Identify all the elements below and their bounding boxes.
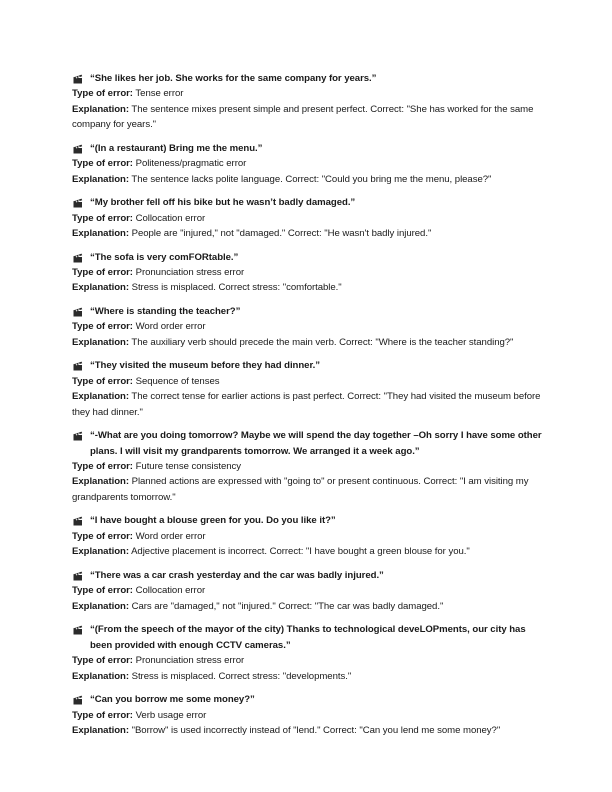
error-type-value: Verb usage error (135, 709, 207, 721)
error-type-label: Type of error: (72, 375, 133, 387)
explanation-label: Explanation: (72, 103, 129, 115)
example-sentence: “(From the speech of the mayor of the city) Thanks to technological deveLOPments, our city has been provided with enough CCTV cameras.” (90, 624, 526, 651)
explanation-line (72, 474, 546, 505)
example-sentence-line (72, 195, 546, 210)
explanation-text: People are "injured," not "damaged." Correct: "He wasn't badly injured." (131, 228, 432, 240)
explanation-line (72, 389, 546, 420)
error-type-value: Pronunciation stress error (135, 267, 245, 279)
clapperboard-icon (73, 695, 83, 705)
clapperboard-icon (73, 625, 83, 635)
clapperboard-icon (73, 431, 83, 441)
clapperboard-icon (73, 571, 83, 581)
error-type-value: Politeness/pragmatic error (135, 158, 247, 170)
explanation-line (72, 226, 546, 241)
error-entry (72, 250, 546, 296)
explanation-text: The correct tense for earlier actions is past perfect. Correct: "They had visited the museum before they had dinner." (72, 391, 541, 418)
explanation-text: Planned actions are expressed with "going to" or present continuous. Correct: "I am visiting my grandparents tomorrow." (72, 476, 529, 503)
example-sentence: “They visited the museum before they had dinner.” (90, 360, 320, 372)
error-type-value: Tense error (135, 88, 184, 100)
clapperboard-icon (73, 253, 83, 263)
error-type-line (72, 459, 546, 474)
error-type-label: Type of error: (72, 267, 133, 279)
error-type-label: Type of error: (72, 585, 133, 597)
example-sentence-line (72, 71, 546, 86)
explanation-label: Explanation: (72, 282, 129, 294)
clapperboard-icon (73, 361, 83, 371)
example-sentence-line (72, 358, 546, 373)
error-type-value: Pronunciation stress error (135, 655, 245, 667)
error-type-line (72, 653, 546, 668)
error-type-label: Type of error: (72, 321, 133, 333)
error-type-value: Collocation error (135, 585, 206, 597)
example-sentence: “The sofa is very comFORtable.” (90, 251, 239, 263)
error-entry (72, 513, 546, 559)
error-type-line (72, 319, 546, 334)
example-sentence-line (72, 692, 546, 707)
error-type-line (72, 583, 546, 598)
explanation-label: Explanation: (72, 173, 129, 185)
explanation-text: Cars are "damaged," not "injured." Correct: "The car was badly damaged." (131, 600, 444, 612)
example-sentence-line (72, 250, 546, 265)
example-sentence: “There was a car crash yesterday and the car was badly injured.” (90, 569, 384, 581)
explanation-text: Stress is misplaced. Correct stress: "comfortable." (131, 282, 342, 294)
explanation-text: The sentence lacks polite language. Correct: "Could you bring me the menu, please?" (131, 173, 492, 185)
explanation-label: Explanation: (72, 476, 129, 488)
error-type-line (72, 86, 546, 101)
error-entry (72, 428, 546, 505)
error-entry (72, 692, 546, 738)
error-entry-list (72, 71, 546, 738)
explanation-label: Explanation: (72, 724, 129, 736)
explanation-line (72, 544, 546, 559)
example-sentence: “She likes her job. She works for the same company for years.” (90, 73, 377, 84)
example-sentence: “Where is standing the teacher?” (90, 306, 241, 318)
error-type-value: Sequence of tenses (135, 375, 220, 387)
error-type-line (72, 708, 546, 723)
error-type-value: Word order error (135, 321, 206, 333)
explanation-text: The sentence mixes present simple and present perfect. Correct: "She has worked for the same company for years." (72, 103, 534, 131)
explanation-label: Explanation: (72, 670, 129, 682)
explanation-label: Explanation: (72, 546, 129, 558)
explanation-label: Explanation: (72, 600, 129, 612)
error-type-line (72, 211, 546, 226)
explanation-line (72, 102, 546, 133)
example-sentence: “I have bought a blouse green for you. Do you like it?” (90, 515, 336, 527)
clapperboard-icon (73, 307, 83, 317)
example-sentence: “Can you borrow me some money?” (90, 694, 255, 706)
example-sentence: “-What are you doing tomorrow? Maybe we will spend the day together –Oh sorry I have some other plans. I will visit my grandparents tomorrow. We arranged it a week ago.” (90, 430, 542, 457)
explanation-line (72, 335, 546, 350)
example-sentence-line (72, 622, 546, 653)
error-type-label: Type of error: (72, 709, 133, 721)
explanation-text: Adjective placement is incorrect. Correct: "I have bought a green blouse for you." (131, 546, 470, 558)
example-sentence-line (72, 568, 546, 583)
explanation-text: The auxiliary verb should precede the main verb. Correct: "Where is the teacher standing?" (131, 336, 514, 348)
clapperboard-icon (73, 516, 83, 526)
error-type-label: Type of error: (72, 158, 133, 170)
error-type-label: Type of error: (72, 88, 133, 100)
clapperboard-icon (73, 74, 83, 84)
error-type-line (72, 374, 546, 389)
error-type-value: Word order error (135, 530, 206, 542)
error-type-value: Future tense consistency (135, 461, 242, 473)
explanation-text: Stress is misplaced. Correct stress: "developments." (131, 670, 352, 682)
example-sentence-line (72, 428, 546, 459)
error-entry (72, 358, 546, 420)
error-type-line (72, 529, 546, 544)
explanation-label: Explanation: (72, 228, 129, 240)
example-sentence: “My brother fell off his bike but he wasn’t badly damaged.” (90, 197, 356, 209)
error-type-value: Collocation error (135, 212, 206, 224)
explanation-line (72, 669, 546, 684)
example-sentence-line (72, 513, 546, 528)
clapperboard-icon (73, 198, 83, 208)
error-type-label: Type of error: (72, 212, 133, 224)
explanation-line (72, 599, 546, 614)
explanation-line (72, 172, 546, 187)
error-entry (72, 141, 546, 187)
example-sentence-line (72, 141, 546, 156)
error-entry (72, 568, 546, 614)
error-type-line (72, 156, 546, 171)
example-sentence-line (72, 304, 546, 319)
error-entry (72, 622, 546, 684)
error-type-label: Type of error: (72, 530, 133, 542)
example-sentence: “(In a restaurant) Bring me the menu.” (90, 142, 263, 154)
explanation-line (72, 280, 546, 295)
error-entry (72, 195, 546, 241)
error-entry (72, 71, 546, 133)
explanation-label: Explanation: (72, 391, 129, 403)
error-entry (72, 304, 546, 350)
explanation-line (72, 723, 546, 738)
clapperboard-icon (73, 144, 83, 154)
explanation-text: "Borrow" is used incorrectly instead of "lend." Correct: "Can you lend me some money?" (131, 724, 501, 736)
explanation-label: Explanation: (72, 336, 129, 348)
error-type-label: Type of error: (72, 461, 133, 473)
error-type-line (72, 265, 546, 280)
error-type-label: Type of error: (72, 655, 133, 667)
